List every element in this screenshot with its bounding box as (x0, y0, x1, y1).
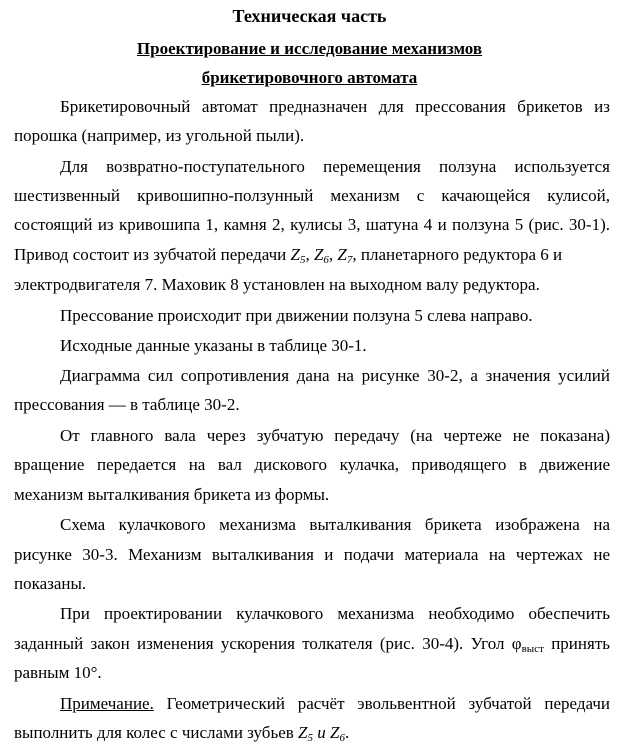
paragraph-6-line-2: вращение передается на вал дискового кулачка, приводящего в движение (14, 455, 610, 474)
section-subtitle-line-2: брикетировочного автомата (201, 68, 418, 87)
paragraph-1-line-2: порошка (например, из угольной пыли). (14, 126, 305, 145)
phi-subscript: выст (521, 643, 544, 655)
gear-z7: $Z_7$ (337, 245, 353, 266)
paragraph-2-line-3: состоящий из кривошипа 1, камня 2, кулисы 3, шатуна 4 и ползуна 5 (рис. 30-1). (14, 215, 610, 234)
paragraph-7-line-3: показаны. (14, 574, 87, 593)
paragraph-2-line-1: Для возвратно-поступательного перемещения ползуна используется (60, 157, 610, 176)
paragraph-8-line-2: заданный закон изменения ускорения толкателя (рис. 30-4). Угол $\varphi_{выст}$ принять (14, 634, 610, 655)
section-subtitle-line-1: Проектирование и исследование механизмов (136, 39, 483, 58)
paragraph-3: Прессование происходит при движении ползуна 5 слева направо. (60, 306, 533, 325)
gear-z5: $Z_5$ (290, 245, 306, 266)
note-line-2: выполнить для колес с числами зубьев $Z_5$ и $Z_6$. (14, 723, 350, 744)
paragraph-6-line-1: От главного вала через зубчатую передачу (на чертеже не показана) (60, 426, 610, 445)
paragraph-1-line-1: Брикетировочный автомат предназначен для прессования брикетов из (60, 97, 610, 116)
paragraph-5-line-1: Диаграмма сил сопротивления дана на рисунке 30-2, а значения усилий (60, 366, 610, 385)
paragraph-7-line-1: Схема кулачкового механизма выталкивания брикета изображена на (60, 515, 610, 534)
paragraph-5-line-2: прессования — в таблице 30-2. (14, 395, 240, 414)
note-line-1: Примечание. Геометрический расчёт эвольвентной зубчатой передачи (60, 694, 610, 713)
page-title: Техническая часть (232, 6, 387, 26)
paragraph-2-line-2: шестизвенный кривошипно-ползунный механизм с качающейся кулисой, (14, 186, 610, 205)
paragraph-6-line-3: механизм выталкивания брикета из формы. (14, 485, 330, 504)
paragraph-8-line-3: равным 10°. (14, 663, 102, 682)
paragraph-4: Исходные данные указаны в таблице 30-1. (60, 336, 367, 355)
drive-text-tail: , планетарного редуктора 6 и (352, 245, 563, 264)
gear-z6-note: $Z_6$ (330, 723, 345, 744)
gear-z5-note: $Z_5$ (298, 723, 314, 744)
gear-z6: $Z_6$ (313, 245, 329, 266)
paragraph-7-line-2: рисунке 30-3. Механизм выталкивания и подачи материала на чертежах не (14, 545, 610, 564)
note-label: Примечание. (60, 694, 154, 713)
paragraph-8-line-1: При проектировании кулачкового механизма необходимо обеспечить (60, 604, 610, 623)
paragraph-2-line-5: электродвигателя 7. Маховик 8 установлен на выходном валу редуктора. (14, 275, 540, 294)
drive-text: Привод состоит из зубчатой передачи (14, 245, 287, 264)
paragraph-2-line-4: Привод состоит из зубчатой передачи $Z_5$, $Z_6$, $Z_7$, планетарного редуктора 6 и (14, 245, 563, 266)
